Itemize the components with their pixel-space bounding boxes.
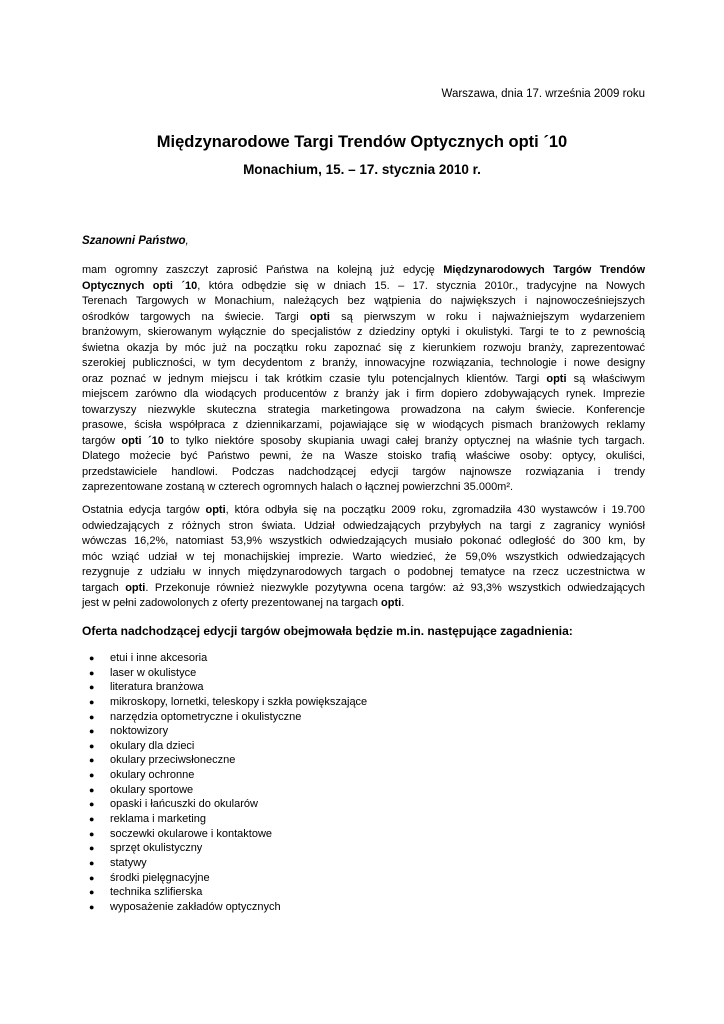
salutation-text: Szanowni Państwo: [82, 235, 186, 247]
salutation-comma: ,: [185, 235, 189, 247]
paragraph-line: [82, 596, 645, 612]
paragraph-line: [82, 279, 645, 295]
paragraph-line: [82, 341, 645, 357]
paragraph-line: [82, 294, 645, 310]
bullet-icon: ●: [89, 872, 95, 883]
text-segment: . Przekonuje również niezwykle pozytywna ocena targów: aż 93,3% wszystkich odwiedzających: [145, 581, 645, 594]
paragraph-line: [82, 418, 645, 434]
list-item-text: technika szlifierska: [110, 886, 203, 899]
text-segment: prasowe, ścisła współpraca z dziennikarzami, pojawiające się w wiodących pismach branżowych reklamy: [82, 419, 645, 431]
list-item-text: statywy: [110, 856, 147, 869]
paragraph-statistics: [82, 503, 645, 612]
text-segment: , która odbędzie się w dniach 15. – 17. stycznia 2010r., tradycyjne na Nowych: [197, 279, 645, 292]
bullet-icon: ●: [89, 726, 95, 737]
list-item: [82, 666, 367, 681]
paragraph-line: [82, 565, 645, 581]
text-segment: , która odbyła się na początku 2009 roku, zgromadziła 430 wystawców i 19.700: [225, 504, 645, 516]
list-item: [82, 827, 367, 842]
list-item-text: soczewki okularowe i kontaktowe: [110, 827, 273, 840]
bullet-icon: ●: [89, 711, 95, 722]
list-item-text: okulary dla dzieci: [110, 739, 195, 752]
list-item-text: mikroskopy, lornetki, teleskopy i szkła powiększające: [110, 695, 368, 708]
bullet-icon: ●: [89, 857, 95, 868]
bullet-icon: ●: [89, 653, 95, 663]
text-segment: Terenach Targowych w Monachium, należących bez wątpienia do największych i najnowocześniejszych: [82, 295, 645, 307]
list-item: [82, 739, 367, 754]
text-segment: targów: [82, 434, 122, 447]
bold-text: Optycznych opti ´10: [82, 279, 198, 292]
list-item-text: sprzęt okulistyczny: [110, 842, 203, 855]
bold-text: Międzynarodowych Targów Trendów: [443, 264, 646, 276]
text-segment: mam ogromny zaszczyt zaprosić Państwa na kolejną już edycję: [82, 264, 444, 276]
offer-heading: Oferta nadchodzącej edycji targów obejmowała będzie m.in. następujące zagadnienia:: [82, 624, 573, 638]
offer-list: [82, 651, 367, 915]
paragraph-line: [82, 449, 645, 465]
text-segment: to tylko niektóre sposoby skupiania uwagi całej branży optycznej na właśnie tych targach.: [163, 434, 645, 447]
salutation: [82, 235, 189, 247]
paragraph-line: [82, 310, 645, 326]
paragraph-line: [82, 263, 645, 279]
list-item-text: noktowizory: [110, 725, 169, 738]
list-item-text: okulary sportowe: [110, 783, 194, 796]
bold-text: opti: [381, 597, 402, 609]
list-item: [82, 812, 367, 827]
bullet-icon: ●: [89, 770, 95, 781]
text-segment: odwiedzających z różnych stron świata. Udział odwiedzających przybyłych na targi z zagranicy wyniósł: [82, 519, 645, 532]
paragraph-line: [82, 387, 645, 403]
list-item: [82, 797, 367, 812]
text-segment: rezygnuje z udziału w innych międzynarodowych targach o podobnej tematyce na rzecz uczestnictwa w: [82, 566, 645, 578]
bullet-icon: ●: [89, 755, 95, 766]
paragraph-line: [82, 534, 645, 550]
document-subtitle: Monachium, 15. – 17. stycznia 2010 r.: [243, 162, 481, 177]
list-item: [82, 900, 367, 915]
text-segment: wówczas 16,2%, natomiast 53,9% wszystkich odwiedzających musiało pokonać odległość do 300 km, by: [82, 535, 645, 547]
list-item: [82, 768, 367, 783]
date-line: Warszawa, dnia 17. września 2009 roku: [441, 88, 645, 100]
paragraph-line: [82, 372, 645, 388]
text-segment: szerokiej publiczności, w tym decydentom z branży, innowacyjne rozwiązania, technologie i nowe designy: [82, 357, 645, 369]
text-segment: Ostatnia edycja targów: [82, 504, 206, 516]
list-item: [82, 695, 367, 710]
text-segment: miejscem zarówno dla wiodących producentów z branży jak i firm dopiero zdobywających rynek. Imprezie: [82, 388, 645, 400]
list-item: [82, 680, 367, 695]
text-segment: są właściwym: [566, 372, 645, 385]
text-segment: ośrodków targowych na świecie. Targi: [82, 310, 310, 323]
bold-text: opti: [309, 310, 330, 323]
text-segment: jest w pełni zadowolonych z oferty prezentowanej na targach: [82, 597, 382, 609]
bullet-icon: ●: [89, 814, 95, 825]
list-item: [82, 651, 367, 666]
paragraph-line: [82, 503, 645, 519]
text-segment: targach: [82, 581, 126, 594]
list-item-text: środki pielęgnacyjne: [110, 871, 210, 884]
list-item-text: wyposażenie zakładów optycznych: [110, 900, 281, 913]
list-item-text: opaski i łańcuszki do okularów: [110, 798, 258, 811]
list-item: [82, 841, 367, 856]
bullet-icon: ●: [89, 901, 95, 912]
paragraph-line: [82, 550, 645, 566]
list-item-text: literatura branżowa: [110, 681, 204, 694]
list-item: [82, 885, 367, 900]
bullet-icon: ●: [89, 667, 95, 678]
bold-text: opti: [205, 504, 226, 516]
bullet-icon: ●: [89, 696, 95, 707]
list-item: [82, 710, 367, 725]
text-segment: branżowym, skierowanym wyłącznie do specjalistów z dziedziny optyki i okulistyki. Targi te to z pewnością: [82, 326, 645, 338]
text-segment: .: [401, 597, 405, 609]
text-segment: Dlatego możecie być Państwo pewni, że na Wasze stoisko trafią właściwe osoby: optycy, okuliści,: [82, 450, 645, 462]
document-title: Międzynarodowe Targi Trendów Optycznych opti ´10: [156, 133, 568, 151]
bullet-icon: ●: [89, 828, 95, 839]
text-segment: świetna okazja by móc już na początku roku zapoznać się z kierunkiem rozwoju branży, zaprezentować: [82, 341, 645, 354]
list-item-text: okulary ochronne: [110, 769, 195, 782]
paragraph-line: [82, 325, 645, 341]
paragraph-line: [82, 403, 645, 419]
bold-text: opti ´10: [121, 434, 164, 447]
list-item: [82, 783, 367, 798]
paragraph-line: [82, 519, 645, 535]
list-item: [82, 856, 367, 871]
list-item-text: etui i inne akcesoria: [110, 652, 208, 664]
bullet-icon: ●: [89, 784, 95, 795]
paragraph-line: [82, 434, 645, 450]
list-item: [82, 753, 367, 768]
text-segment: przedstawiciele handlowi. Podczas nadchodzącej edycji targów najnowsze rozwiązania i trendy: [82, 465, 645, 478]
text-segment: móc wziąć udział w tej monachijskiej imprezie. Warto wiedzieć, że 59,0% wszystkich odwiedzających: [82, 550, 645, 563]
list-item: [82, 871, 367, 886]
bullet-icon: ●: [89, 682, 95, 693]
bold-text: opti: [125, 581, 146, 594]
bullet-icon: ●: [89, 887, 95, 898]
paragraph-line: [82, 356, 645, 372]
paragraph-line: [82, 480, 645, 496]
text-segment: są pierwszym w roku i najważniejszym wydarzeniem: [329, 310, 645, 323]
list-item-text: laser w okulistyce: [110, 666, 197, 679]
paragraph-line: [82, 465, 645, 481]
paragraph-line: [82, 581, 645, 597]
bullet-icon: ●: [89, 843, 95, 854]
paragraph-invitation: [82, 263, 645, 496]
bullet-icon: ●: [89, 799, 95, 810]
list-item: [82, 724, 367, 739]
bold-text: opti: [546, 372, 567, 385]
text-segment: towarzyszy niezwykle skuteczna strategia marketingowa prowadzona na całym świecie. Konferencje: [82, 403, 645, 416]
list-item-text: okulary przeciwsłoneczne: [110, 754, 236, 767]
text-segment: oraz poznać w jednym miejscu i tak krótkim czasie tylu potencjalnych klientów. Targi: [82, 372, 547, 385]
bullet-icon: ●: [89, 740, 95, 751]
list-item-text: reklama i marketing: [110, 813, 206, 826]
list-item-text: narzędzia optometryczne i okulistyczne: [110, 710, 302, 723]
text-segment: zaprezentowane zostaną w czterech ogromnych halach o łącznej powierzchni 35.000m².: [82, 481, 514, 493]
